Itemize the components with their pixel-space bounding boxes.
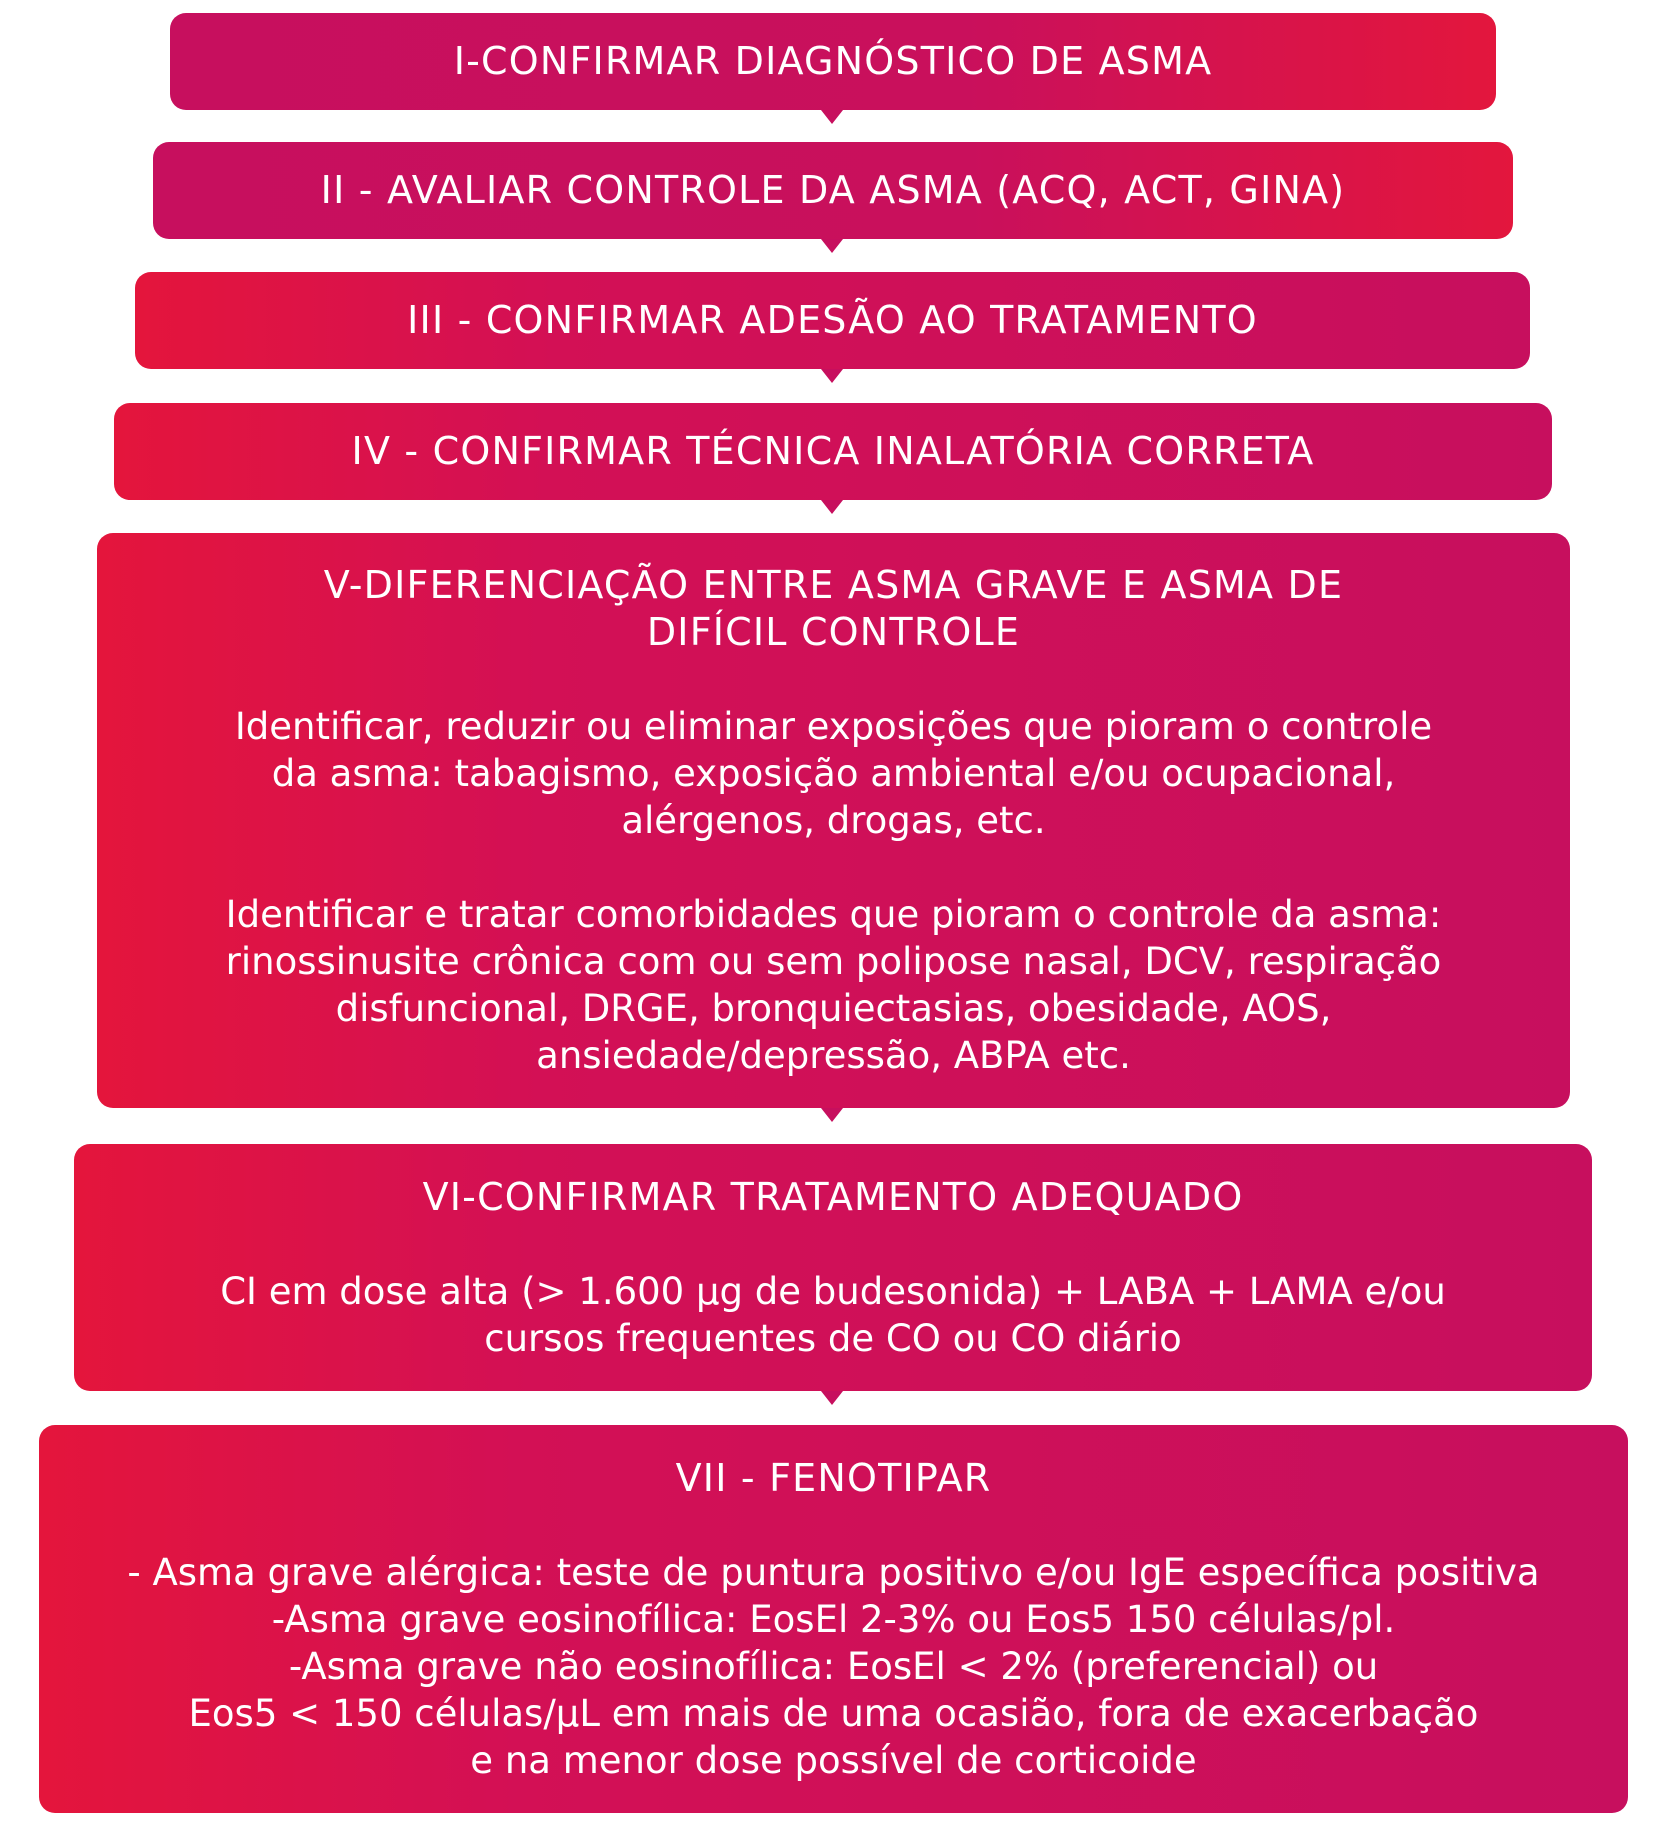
step-4-box <box>114 403 1552 500</box>
step-1-title: I-CONFIRMAR DIAGNÓSTICO DE ASMA <box>453 39 1213 83</box>
step-4-title: IV - CONFIRMAR TÉCNICA INALATÓRIA CORRETA <box>351 429 1315 473</box>
step-2-box <box>153 142 1513 239</box>
arrow-2-3 <box>821 239 843 253</box>
arrow-6-7 <box>821 1391 843 1405</box>
step-7-paragraph-1: - Asma grave alérgica: teste de puntura positivo e/ou IgE específica positiva -Asma grave eosinofílica: EosEl 2-3% ou Eos5 150 células/pl. -Asma grave não eosinofílica: EosEl < 2% (preferencial) ou Eos5 < 150 células/µL em mais de uma ocasião, fora de exacerbação e na menor dose possível de corticoide <box>127 1550 1540 1782</box>
step-6-paragraph-1: CI em dose alta (> 1.600 µg de budesonida) + LABA + LAMA e/ou cursos frequentes de CO ou CO diário <box>220 1269 1446 1360</box>
arrow-1-2 <box>821 110 843 124</box>
step-7-title: VII - FENOTIPAR <box>675 1455 992 1500</box>
step-2-title: II - AVALIAR CONTROLE DA ASMA (ACQ, ACT, GINA) <box>320 168 1346 212</box>
step-3-title: III - CONFIRMAR ADESÃO AO TRATAMENTO <box>407 298 1258 342</box>
step-3-box <box>135 272 1530 369</box>
step-7-box <box>39 1425 1628 1813</box>
step-6-title: VI-CONFIRMAR TRATAMENTO ADEQUADO <box>422 1174 1244 1219</box>
step-5-box <box>97 533 1570 1108</box>
arrow-3-4 <box>821 369 843 383</box>
step-5-paragraph-2: Identificar e tratar comorbidades que pioram o controle da asma: rinossinusite crônica com ou sem polipose nasal, DCV, respiração disfuncional, DRGE, bronquiectasias, obesidade, AOS, ansiedade/depressão, ABPA etc. <box>225 893 1442 1077</box>
step-5-title: V-DIFERENCIAÇÃO ENTRE ASMA GRAVE E ASMA DE DIFÍCIL CONTROLE <box>323 563 1344 654</box>
arrow-5-6 <box>821 1108 843 1122</box>
step-6-box <box>74 1144 1592 1391</box>
step-1-box <box>170 13 1496 110</box>
arrow-4-5 <box>821 500 843 514</box>
step-5-paragraph-1: Identificar, reduzir ou eliminar exposições que pioram o controle da asma: tabagismo, exposição ambiental e/ou ocupacional, alérgenos, drogas, etc. <box>234 705 1433 842</box>
